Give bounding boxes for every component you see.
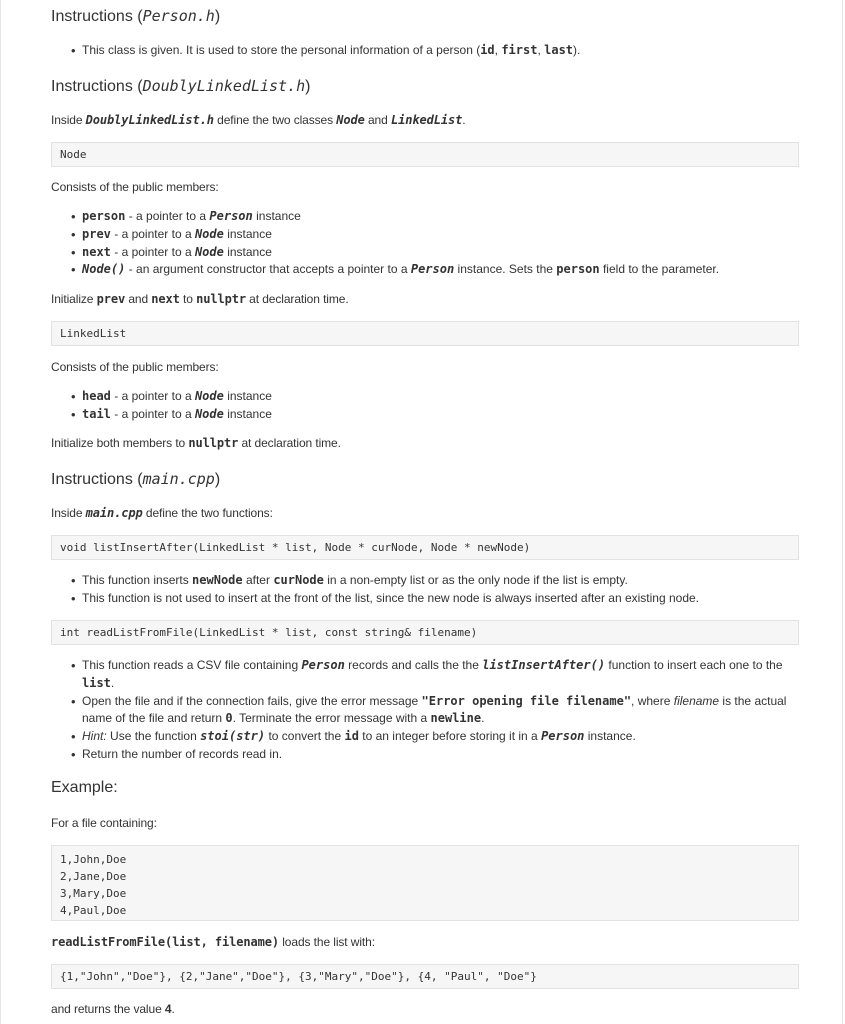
csv-file-box bbox=[51, 845, 799, 921]
list-item: • head - a pointer to a Node instance bbox=[71, 388, 272, 406]
list-item: • This function is not used to insert at the front of the list, since the new node is always inserted after an existing node. bbox=[71, 590, 699, 608]
example-returns: and returns the value 4. bbox=[51, 1002, 175, 1016]
insert-bullets bbox=[71, 572, 699, 608]
csv-line: 3,Mary,Doe bbox=[60, 887, 127, 900]
csv-line: 2,Jane,Doe bbox=[60, 870, 127, 883]
list-item: • This class is given. It is used to store the personal information of a person (id, first, last). bbox=[71, 42, 580, 60]
heading-example: Example: bbox=[51, 779, 118, 796]
read-bullets bbox=[71, 657, 794, 764]
node-code-box: Node bbox=[51, 142, 799, 167]
node-members bbox=[71, 208, 719, 279]
heading-dll-h: Instructions (DoublyLinkedList.h) bbox=[51, 77, 311, 95]
node-init: Initialize prev and next to nullptr at declaration time. bbox=[51, 292, 349, 306]
list-item: • person - a pointer to a Person instance bbox=[71, 208, 719, 226]
list-item: • Hint: Use the function stoi(str) to convert the id to an integer before storing it in a Person instance. bbox=[71, 728, 794, 746]
main-intro: Inside main.cpp define the two functions: bbox=[51, 506, 273, 520]
list-item: • This function inserts newNode after curNode in a non-empty list or as the only node if the list is empty. bbox=[71, 572, 699, 590]
read-signature-box: int readListFromFile(LinkedList * list, const string& filename) bbox=[51, 620, 799, 645]
dll-intro: Inside DoublyLinkedList.h define the two classes Node and LinkedList. bbox=[51, 113, 466, 127]
person-bullets bbox=[71, 42, 580, 60]
list-item: • tail - a pointer to a Node instance bbox=[71, 406, 272, 424]
linkedlist-init: Initialize both members to nullptr at declaration time. bbox=[51, 436, 341, 450]
linkedlist-consists: Consists of the public members: bbox=[51, 360, 219, 374]
list-item: • Return the number of records read in. bbox=[71, 746, 794, 764]
example-for-file: For a file containing: bbox=[51, 816, 157, 830]
list-item: • Open the file and if the connection fails, give the error message "Error opening file filename", where filename is the actual name of the file and return 0. Terminate the error message with a newline. bbox=[71, 693, 794, 729]
list-item: • This function reads a CSV file containing Person records and calls the the listInsertAfter() function to insert each one to the list. bbox=[71, 657, 794, 693]
list-item: • prev - a pointer to a Node instance bbox=[71, 226, 719, 244]
heading-person-h: Instructions (Person.h) bbox=[51, 7, 221, 25]
linkedlist-members bbox=[71, 388, 272, 424]
list-contents-box: {1,"John","Doe"}, {2,"Jane","Doe"}, {3,"Mary","Doe"}, {4, "Paul", "Doe"} bbox=[51, 964, 799, 989]
linkedlist-code-box: LinkedList bbox=[51, 321, 799, 346]
list-item: • Node() - an argument constructor that accepts a pointer to a Person instance. Sets the person field to the parameter. bbox=[71, 261, 719, 279]
example-loads: readListFromFile(list, filename) loads the list with: bbox=[51, 935, 375, 949]
csv-line: 4,Paul,Doe bbox=[60, 904, 127, 917]
csv-line: 1,John,Doe bbox=[60, 853, 127, 866]
list-item: • next - a pointer to a Node instance bbox=[71, 244, 719, 262]
heading-main-cpp: Instructions (main.cpp) bbox=[51, 470, 221, 488]
node-consists: Consists of the public members: bbox=[51, 180, 219, 194]
insert-signature-box: void listInsertAfter(LinkedList * list, Node * curNode, Node * newNode) bbox=[51, 535, 799, 560]
